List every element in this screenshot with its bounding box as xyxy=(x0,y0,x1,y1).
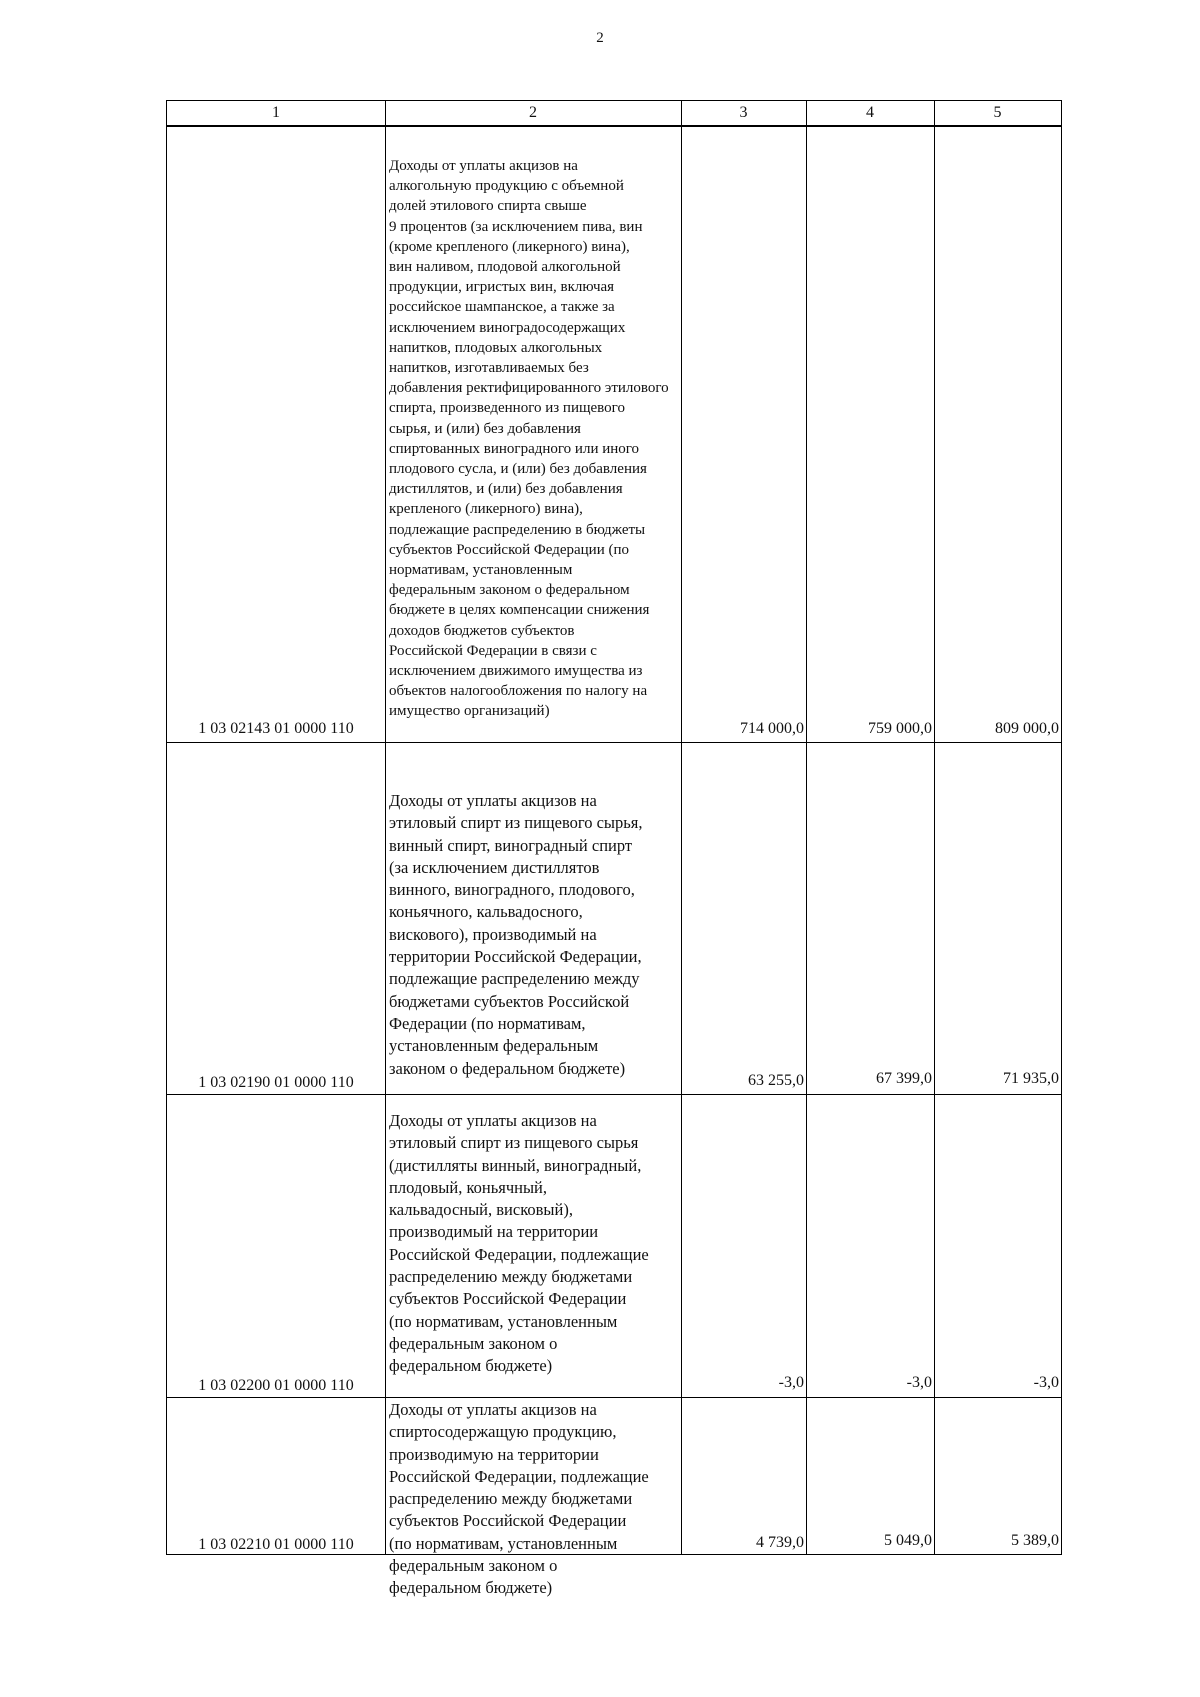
row-value-col3: 63 255,0 xyxy=(748,1072,804,1089)
column-divider xyxy=(806,101,807,1554)
page-number: 2 xyxy=(596,30,604,46)
row-divider xyxy=(167,1397,1061,1398)
column-header-3: 3 xyxy=(739,104,748,121)
column-header-2: 2 xyxy=(529,104,537,121)
row-code: 1 03 02200 01 0000 110 xyxy=(198,1377,354,1394)
row-value-col5: 809 000,0 xyxy=(995,720,1059,737)
row-value-col3: 714 000,0 xyxy=(740,720,804,737)
row-divider xyxy=(167,1094,1061,1095)
header-divider xyxy=(167,125,1061,127)
column-divider xyxy=(385,101,386,1554)
column-header-5: 5 xyxy=(993,104,1002,121)
row-value-col5: 71 935,0 xyxy=(1003,1070,1059,1087)
column-header-4: 4 xyxy=(866,104,874,121)
row-description: Доходы от уплаты акцизов на этиловый спирт из пищевого сырья, винный спирт, виноградный спирт (за исключением дистиллятов винного, виноградного, плодового, коньячного, кальвадосного, вискового), производимый на территории Российской Федерации, подлежащие распределению между бюджетами субъектов Российской Федерации (по нормативам, установленным федеральным законом о федеральном бюджете) xyxy=(389,791,643,1078)
row-value-col5: 5 389,0 xyxy=(1011,1532,1059,1549)
row-description: Доходы от уплаты акцизов на этиловый спирт из пищевого сырья (дистилляты винный, виноградный, плодовый, коньячный, кальвадосный, висковый), производимый на территории Российской Федерации, подлежащие распределению между бюджетами субъектов Российской Федерации (по нормативам, установленным федеральным законом о федеральном бюджете) xyxy=(389,1111,649,1376)
budget-table xyxy=(166,100,1062,1598)
row-value-col4: 5 049,0 xyxy=(884,1532,932,1549)
row-code: 1 03 02143 01 0000 110 xyxy=(198,720,354,737)
row-value-col4: 67 399,0 xyxy=(876,1070,932,1087)
row-value-col4: 759 000,0 xyxy=(868,720,932,737)
row-description: Доходы от уплаты акцизов на спиртосодержащую продукцию, производимую на территории Российской Федерации, подлежащие распределению между бюджетами субъектов Российской Федерации (по нормативам, установленным федеральным законом о федеральном бюджете) xyxy=(389,1400,649,1598)
column-divider xyxy=(934,101,935,1554)
row-value-col4: -3,0 xyxy=(906,1374,932,1391)
column-divider xyxy=(681,101,682,1554)
row-divider xyxy=(167,742,1061,743)
row-code: 1 03 02190 01 0000 110 xyxy=(198,1074,354,1091)
row-value-col5: -3,0 xyxy=(1033,1374,1059,1391)
row-description: Доходы от уплаты акцизов на алкогольную продукцию с объемной долей этилового спирта свыше 9 процентов (за исключением пива, вин (кроме крепленого (ликерного) вина), вин наливом, плодовой алкогольной продукции, игристых вин, включая российское шампанское, а также за исключением виноградосодержащих напитков, плодовых алкогольных напитков, изготавливаемых без добавления ректифицированного этилового спирта, произведенного из пищевого сырья, и (или) без добавления спиртованных виноградного или иного плодового сусла, и (или) без добавления дистиллятов, и (или) без добавления крепленого (ликерного) вина), подлежащие распределению в бюджеты субъектов Российской Федерации (по нормативам, установленным федеральным законом о федеральном бюджете в целях компенсации снижения доходов бюджетов субъектов Российской Федерации в связи с исключением движимого имущества из объектов налогообложения по налогу на имущество организаций) xyxy=(389,158,669,720)
row-value-col3: 4 739,0 xyxy=(756,1534,804,1551)
column-header-1: 1 xyxy=(272,104,280,121)
row-code: 1 03 02210 01 0000 110 xyxy=(198,1536,354,1553)
row-value-col3: -3,0 xyxy=(778,1374,804,1391)
